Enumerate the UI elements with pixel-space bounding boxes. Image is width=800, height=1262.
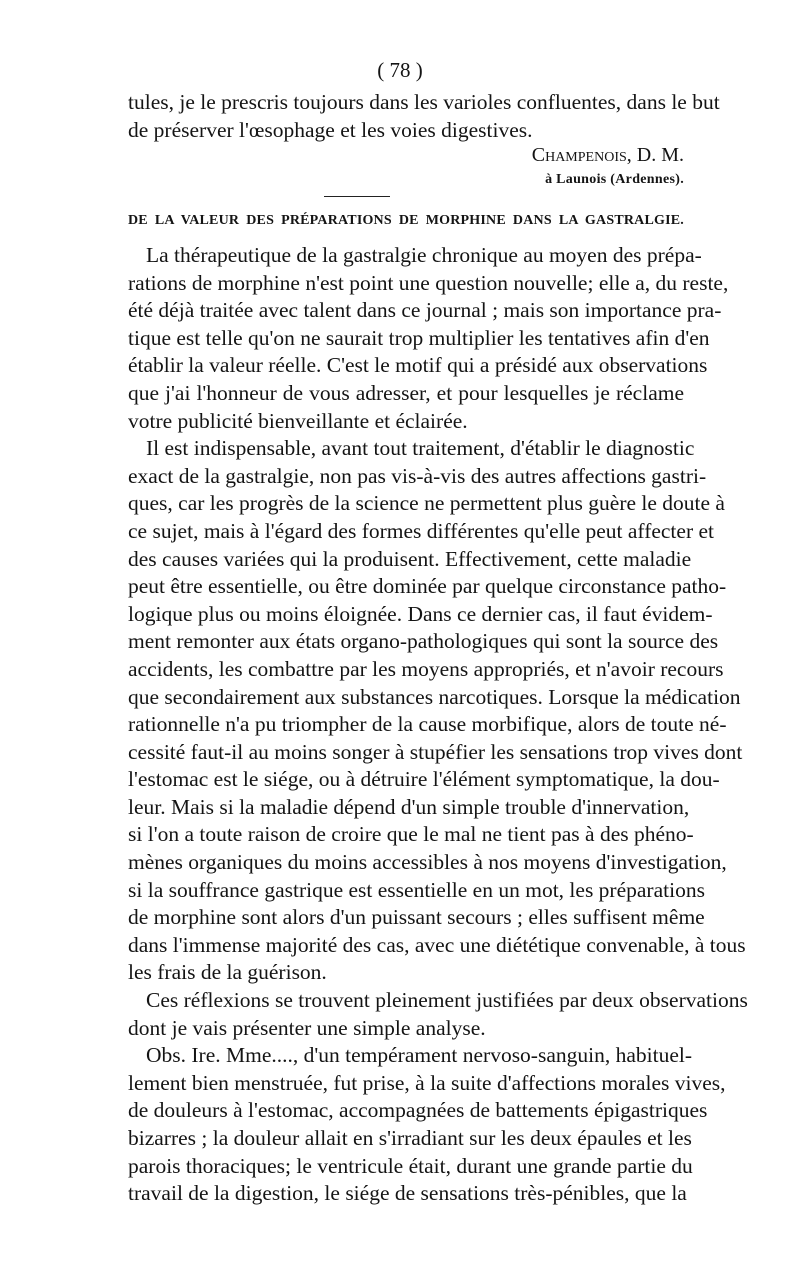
text-line: cessité faut-il au moins songer à stupéfier les sensations trop vives dont bbox=[128, 739, 743, 764]
author-location: à Launois (Ardennes). bbox=[545, 172, 684, 187]
article-body bbox=[128, 242, 748, 1208]
text-line: si la souffrance gastrique est essentielle en un mot, les préparations bbox=[128, 877, 705, 902]
text-line: ques, car les progrès de la science ne permettent plus guère le doute à bbox=[128, 491, 725, 516]
text-line: de morphine sont alors d'un puissant secours ; elles suffisent même bbox=[128, 905, 705, 930]
text-line: peut être essentielle, ou être dominée par quelque circonstance patho- bbox=[128, 574, 727, 599]
text-line: tules, je le prescris toujours dans les varioles confluentes, dans le but bbox=[128, 90, 720, 114]
text-line: mènes organiques du moins accessibles à nos moyens d'investigation, bbox=[128, 850, 727, 875]
text-line: les frais de la guérison. bbox=[128, 960, 327, 985]
text-line: ment remonter aux états organo-pathologiques qui sont la source des bbox=[128, 629, 719, 654]
author-signature: Champenois, D. M. bbox=[531, 144, 684, 166]
text-line: que secondairement aux substances narcotiques. Lorsque la médication bbox=[128, 684, 741, 709]
text-line: exact de la gastralgie, non pas vis-à-vis des autres affections gastri- bbox=[128, 463, 707, 488]
text-line: été déjà traitée avec talent dans ce journal ; mais son importance pra- bbox=[128, 298, 722, 323]
text-line: ce sujet, mais à l'égard des formes différentes qu'elle peut affecter et bbox=[128, 518, 715, 543]
text-line: logique plus ou moins éloignée. Dans ce dernier cas, il faut évidem- bbox=[128, 601, 713, 626]
text-line: Obs. Ire. Mme...., d'un tempérament nervoso-sanguin, habituel- bbox=[146, 1043, 693, 1068]
text-line: votre publicité bienveillante et éclairée. bbox=[128, 408, 468, 433]
text-line: La thérapeutique de la gastralgie chronique au moyen des prépa- bbox=[146, 243, 702, 267]
text-line: dont je vais présenter une simple analyse. bbox=[128, 1015, 486, 1040]
text-line: rationnelle n'a pu triompher de la cause morbifique, alors de toute né- bbox=[128, 712, 727, 737]
text-line: dans l'immense majorité des cas, avec une diététique convenable, à tous bbox=[128, 932, 746, 957]
signature-block bbox=[128, 144, 684, 194]
text-line: rations de morphine n'est point une question nouvelle; elle a, du reste, bbox=[128, 270, 729, 295]
continued-paragraph bbox=[128, 89, 720, 144]
section-title: DE LA VALEUR DES PRÉPARATIONS DE MORPHINE DANS LA GASTRALGIE. bbox=[128, 213, 684, 228]
text-line: établir la valeur réelle. C'est le motif qui a présidé aux observations bbox=[128, 353, 708, 378]
text-line: Il est indispensable, avant tout traitement, d'établir le diagnostic bbox=[146, 436, 695, 461]
text-line: de préserver l'œsophage et les voies digestives. bbox=[128, 117, 533, 142]
text-line: bizarres ; la douleur allait en s'irradiant sur les deux épaules et les bbox=[128, 1126, 692, 1150]
text-line: accidents, les combattre par les moyens appropriés, et n'avoir recours bbox=[128, 656, 724, 681]
text-line: tique est telle qu'on ne saurait trop multiplier les tentatives afin d'en bbox=[128, 325, 710, 350]
text-line: leur. Mais si la maladie dépend d'un simple trouble d'innervation, bbox=[128, 794, 690, 819]
page-number: ( 78 ) bbox=[377, 58, 423, 82]
text-line: si l'on a toute raison de croire que le mal ne tient pas à des phéno- bbox=[128, 822, 694, 847]
text-line: parois thoraciques; le ventricule était, durant une grande partie du bbox=[128, 1153, 693, 1178]
text-line: que j'ai l'honneur de vous adresser, et pour lesquelles je réclame bbox=[128, 380, 684, 405]
text-line: travail de la digestion, le siége de sensations très-pénibles, que la bbox=[128, 1181, 687, 1206]
text-line: Ces réflexions se trouvent pleinement justifiées par deux observations bbox=[146, 988, 748, 1013]
text-line: des causes variées qui la produisent. Effectivement, cette maladie bbox=[128, 546, 692, 571]
text-line: lement bien menstruée, fut prise, à la suite d'affections morales vives, bbox=[128, 1070, 726, 1095]
separator-rule bbox=[324, 196, 390, 197]
text-line: de douleurs à l'estomac, accompagnées de battements épigastriques bbox=[128, 1098, 708, 1123]
text-line: l'estomac est le siége, ou à détruire l'élément symptomatique, la dou- bbox=[128, 767, 720, 792]
